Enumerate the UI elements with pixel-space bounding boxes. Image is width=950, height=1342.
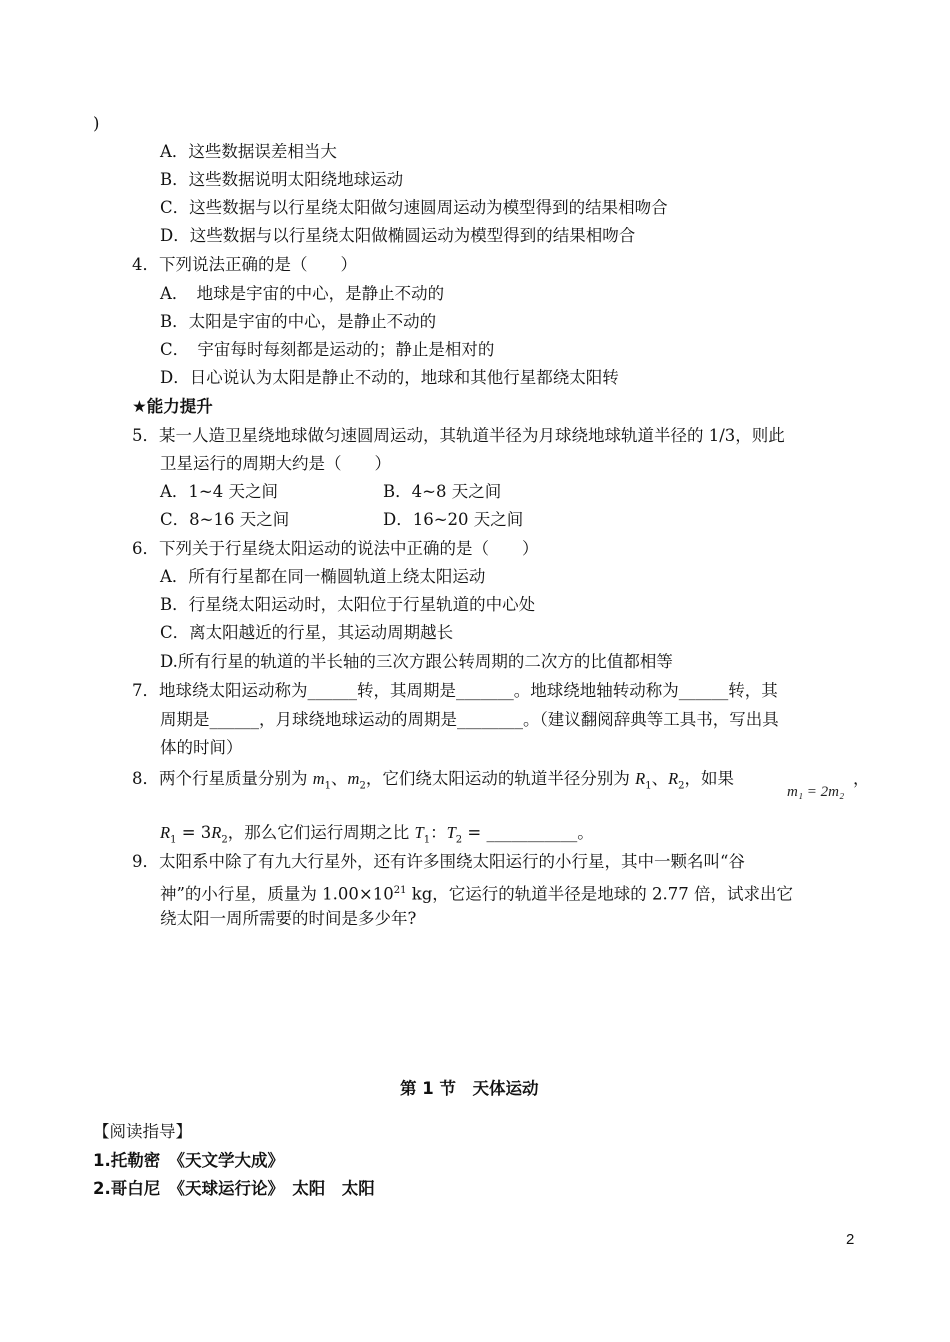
q8-line2-end: = ___________。 xyxy=(462,823,594,842)
q8-line2-text: ，那么它们运行周期之比 xyxy=(227,823,415,842)
q5-stem-line1: 5．某一人造卫星绕地球做匀速圆周运动，其轨道半径为月球绕地球轨道半径的 1/3，则此 xyxy=(132,426,785,445)
q9-line1: 9．太阳系中除了有九大行星外，还有许多围绕太阳运行的小行星，其中一颗名叫“谷 xyxy=(132,852,745,871)
radius-r1-sub: 1 xyxy=(645,780,652,792)
q5-option-c: C．8~16 天之间 xyxy=(160,510,290,529)
mass-m2-sub: 2 xyxy=(359,780,366,792)
q8-line2 xyxy=(160,822,594,851)
q3-option-d: D．这些数据与以行星绕太阳做椭圆运动为模型得到的结果相吻合 xyxy=(160,226,636,245)
q8-sep1: 、 xyxy=(331,769,348,788)
q7-line1: 7．地球绕太阳运动称为______转，其周期是_______。地球绕地轴转动称为______转，其 xyxy=(132,681,778,700)
answer-item-1: 1.托勒密 《天文学大成》 xyxy=(93,1151,284,1170)
q9-line2 xyxy=(160,880,793,906)
q9-line3: 绕太阳一周所需要的时间是多少年? xyxy=(160,909,417,928)
reading-guide-label: 【阅读指导】 xyxy=(93,1122,192,1141)
q9-line2-post: kg，它运行的轨道半径是地球的 2.77 倍，试求出它 xyxy=(406,884,794,904)
q4-option-c: C． 宇宙每时每刻都是运动的；静止是相对的 xyxy=(160,340,495,359)
q6-option-d: D.所有行星的轨道的半长轴的三次方跟公转周期的二次方的比值都相等 xyxy=(160,652,673,671)
radius-r1: R xyxy=(635,769,646,788)
period-t2-sub: 2 xyxy=(455,834,463,846)
q3-option-a: A．这些数据误差相当大 xyxy=(160,142,337,161)
q8-sep2: 、 xyxy=(651,769,669,788)
period-t2: T xyxy=(446,823,456,842)
q3-option-b: B．这些数据说明太阳绕地球运动 xyxy=(160,170,404,189)
q6-option-a: A．所有行星都在同一椭圆轨道上绕太阳运动 xyxy=(160,567,486,586)
q7-line3: 体的时间） xyxy=(160,738,243,757)
q5-option-d: D．16~20 天之间 xyxy=(383,510,524,529)
q4-option-a: A． 地球是宇宙的中心，是静止不动的 xyxy=(160,284,445,303)
mass-m2: m xyxy=(347,769,360,788)
q9-line2-pre: 神”的小行星，质量为 1.00×10 xyxy=(160,884,394,904)
q4-stem: 4．下列说法正确的是（ ） xyxy=(132,255,357,274)
page-number: 2 xyxy=(846,1231,855,1248)
q6-option-c: C．离太阳越近的行星，其运动周期越长 xyxy=(160,623,454,642)
q5-option-a: A．1~4 天之间 xyxy=(160,482,278,501)
line2-r1-sub: 1 xyxy=(170,834,177,846)
mass-ratio-formula: m₁ = 2m₂ xyxy=(787,784,845,800)
radius-r2-sub: 2 xyxy=(678,780,685,792)
q6-stem: 6．下列关于行星绕太阳运动的说法中正确的是（ ） xyxy=(132,539,539,558)
q8-line1-pre: 8．两个行星质量分别为 xyxy=(132,769,313,788)
q4-option-b: B．太阳是宇宙的中心，是静止不动的 xyxy=(160,312,437,331)
q8-colon: ： xyxy=(430,823,447,842)
q9-exponent: 21 xyxy=(393,885,407,896)
q6-option-b: B．行星绕太阳运动时，太阳位于行星轨道的中心处 xyxy=(160,595,536,614)
q5-stem-line2: 卫星运行的周期大约是（ ） xyxy=(160,454,391,473)
q4-option-d: D．日心说认为太阳是静止不动的，地球和其他行星都绕太阳转 xyxy=(160,368,619,387)
answer-item-2: 2.哥白尼 《天球运行论》 太阳 太阳 xyxy=(93,1179,375,1198)
line2-r2: R xyxy=(211,823,222,842)
mass-m1-sub: 1 xyxy=(324,780,332,792)
q8-comma: ， xyxy=(853,769,870,788)
section-title: ★能力提升 xyxy=(132,397,213,416)
radius-r2: R xyxy=(668,769,679,788)
q7-line2: 周期是______，月球绕地球运动的周期是________。（建议翻阅辞典等工具书，写出具 xyxy=(160,710,779,729)
q5-option-b: B．4~8 天之间 xyxy=(383,482,502,501)
mass-m1: m xyxy=(312,769,325,788)
q8-line2-mid: = 3 xyxy=(176,823,212,842)
top-paren: ) xyxy=(93,114,100,133)
q3-option-c: C．这些数据与以行星绕太阳做匀速圆周运动为模型得到的结果相吻合 xyxy=(160,198,668,217)
period-t1: T xyxy=(414,823,424,842)
q8-line1-mid: ，它们绕太阳运动的轨道半径分别为 xyxy=(365,769,636,788)
line2-r2-sub: 2 xyxy=(221,834,228,846)
q8-line1-end: ，如果 xyxy=(684,769,735,788)
q8-line1 xyxy=(132,768,734,797)
answer-heading: 第 1 节 天体运动 xyxy=(400,1079,539,1098)
line2-r1: R xyxy=(160,823,171,842)
period-t1-sub: 1 xyxy=(423,834,431,846)
